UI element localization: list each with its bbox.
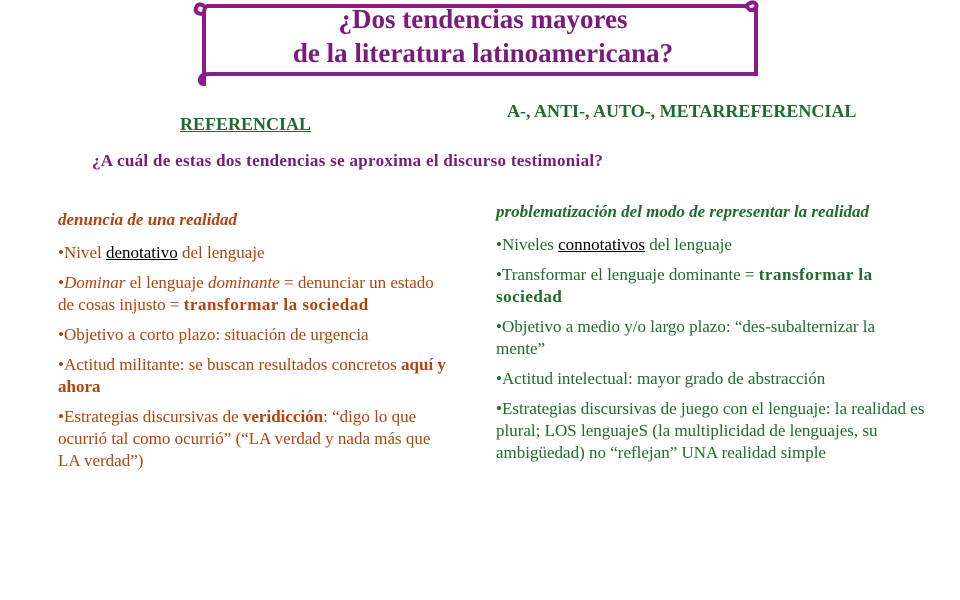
right-bullet-estrategias: •Estrategias discursivas de juego con el lenguaje: la realidad es plural; LOS lenguajeS (la multiplicidad de lenguajes, su ambigüedad) no “reflejan” UNA realidad simple	[496, 399, 925, 462]
title-line-1: ¿Dos tendencias mayores	[338, 4, 628, 34]
left-bullet-objetivo: •Objetivo a corto plazo: situación de urgencia	[58, 325, 369, 344]
left-heading: denuncia de una realidad	[58, 210, 237, 229]
right-heading: problematización del modo de representar la realidad	[496, 202, 870, 221]
left-bullet-dominar: •Dominar el lenguaje dominante = denunciar un estado de cosas injusto = transformar la sociedad	[58, 273, 434, 314]
left-bullet-actitud: •Actitud militante: se buscan resultados concretos aquí y ahora	[58, 355, 446, 396]
slide-title	[210, 2, 756, 70]
metarreferencial-label: A-, ANTI-, AUTO-, METARREFERENCIAL	[507, 101, 857, 121]
left-bullet-nivel: •Nivel denotativo del lenguaje	[58, 243, 265, 262]
right-bullet-actitud: •Actitud intelectual: mayor grado de abstracción	[496, 369, 826, 388]
right-bullet-niveles: •Niveles connotativos del lenguaje	[496, 235, 732, 254]
left-bullet-estrategias: •Estrategias discursivas de veridicción: “digo lo que ocurrió tal como ocurrió” (“LA verdad y nada más que LA verdad”)	[58, 407, 431, 470]
right-bullet-objetivo: •Objetivo a medio y/o largo plazo: “des-subalternizar la mente”	[496, 317, 876, 358]
right-bullet-transformar: •Transformar el lenguaje dominante = transformar la sociedad	[496, 265, 873, 306]
question-text: ¿A cuál de estas dos tendencias se aproxima el discurso testimonial?	[92, 151, 604, 170]
title-line-2: de la literatura latinoamericana?	[292, 38, 674, 68]
referencial-label: REFERENCIAL	[180, 114, 312, 134]
referencial-column	[58, 206, 452, 480]
metarreferencial-column	[496, 198, 926, 472]
